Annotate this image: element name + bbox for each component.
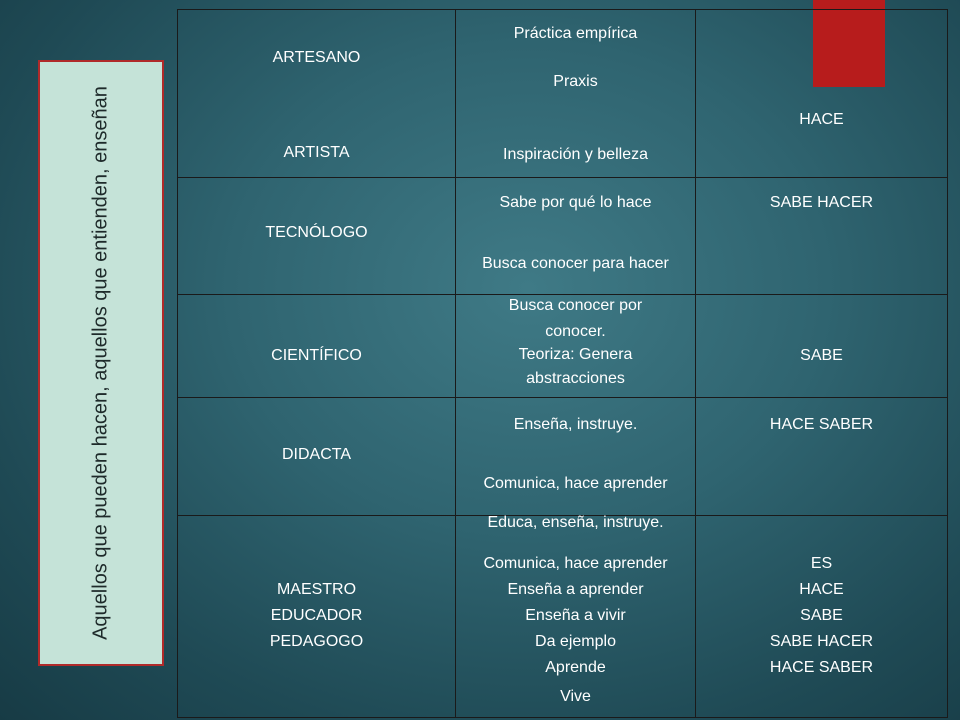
action-cell <box>696 295 948 398</box>
description-line: Práctica empírica <box>513 25 638 42</box>
description-line: Inspiración y belleza <box>503 146 648 163</box>
table-row <box>178 10 948 178</box>
action-label: SABE <box>800 607 843 624</box>
action-cell <box>696 398 948 516</box>
action-label: HACE SABER <box>769 659 874 676</box>
action-label: ES <box>810 555 833 572</box>
role-cell <box>178 516 456 718</box>
description-cell <box>456 398 696 516</box>
role-label: EDUCADOR <box>270 607 363 624</box>
description-line: Vive <box>560 688 591 705</box>
role-label: PEDAGOGO <box>269 633 364 650</box>
description-cell <box>456 516 696 718</box>
table-row <box>178 516 948 718</box>
table-row <box>178 398 948 516</box>
action-cell <box>696 516 948 718</box>
action-cell <box>696 178 948 295</box>
role-label: TECNÓLOGO <box>265 224 368 241</box>
description-cell <box>456 10 696 178</box>
role-label: ARTISTA <box>283 144 350 161</box>
description-line: Comunica, hace aprender <box>483 555 668 572</box>
description-line: Enseña a aprender <box>507 581 644 598</box>
role-cell <box>178 398 456 516</box>
description-line: Educa, enseña, instruye. <box>487 514 664 531</box>
role-label: DIDACTA <box>281 446 352 463</box>
description-cell <box>456 178 696 295</box>
roles-table <box>177 9 948 718</box>
role-label: ARTESANO <box>272 49 361 66</box>
description-line: Sabe por qué lo hace <box>499 194 652 211</box>
description-line: Enseña a vivir <box>525 607 626 624</box>
action-label: SABE HACER <box>769 194 874 211</box>
action-label: SABE HACER <box>769 633 874 650</box>
description-line: Enseña, instruye. <box>513 416 638 433</box>
action-label: SABE <box>800 347 843 364</box>
table-row <box>178 178 948 295</box>
role-label: MAESTRO <box>276 581 357 598</box>
action-cell <box>696 10 948 178</box>
side-label: Aquellos que pueden hacen, aquellos que entienden, enseñan <box>89 86 112 640</box>
role-label: CIENTÍFICO <box>271 347 362 364</box>
description-line: Comunica, hace aprender <box>483 475 668 492</box>
role-cell <box>178 10 456 178</box>
role-cell <box>178 295 456 398</box>
description-line: Aprende <box>545 659 606 676</box>
table-row <box>178 295 948 398</box>
description-cell <box>456 295 696 398</box>
action-label: HACE <box>799 581 844 598</box>
action-label: HACE SABER <box>769 416 874 433</box>
description-line: Praxis <box>553 73 598 90</box>
description-line: Busca conocer para hacer <box>482 255 669 272</box>
description-line: Teoriza: Genera abstracciones <box>518 346 633 387</box>
description-line: Busca conocer por conocer. <box>508 297 643 340</box>
action-label: HACE <box>799 111 844 128</box>
description-line: Da ejemplo <box>535 633 616 650</box>
role-cell <box>178 178 456 295</box>
